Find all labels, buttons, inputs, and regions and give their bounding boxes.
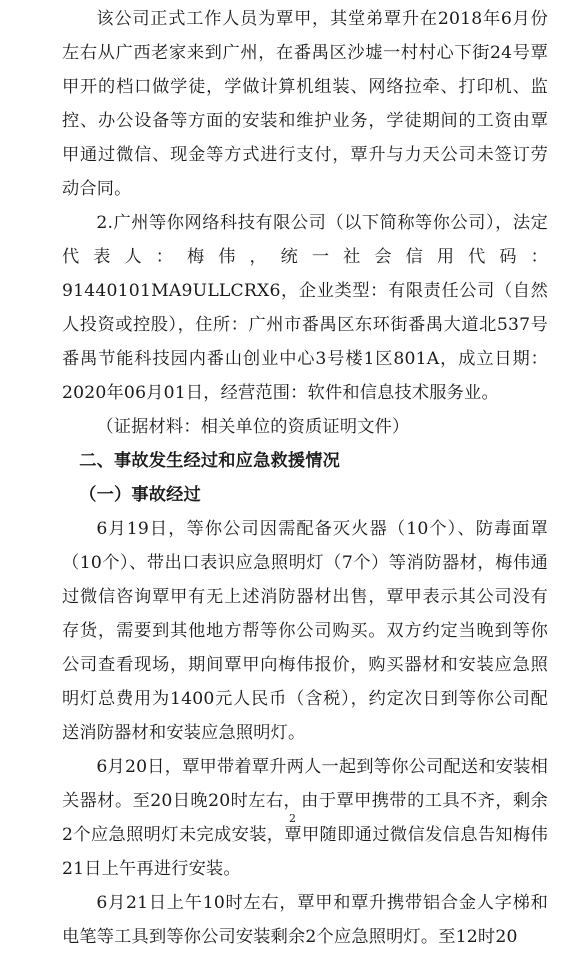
paragraph-worker-background: 该公司正式工作人员为覃甲，其堂弟覃升在2018年6月份左右从广西老家来到广州，在番禺区沙墟一村村心下街24号覃甲开的档口做学徒，学做计算机组装、网络拉牵、打印机、监控、办公设备等方面的安装和维护业务，学徒期间的工资由覃甲通过微信、现金等方式进行支付，覃升与力天公司未签订劳动合同。: [62, 9, 548, 199]
section-heading: 二、事故发生经过和应急救援情况: [79, 451, 341, 471]
paragraph-company-info: 2.广州等你网络科技有限公司（以下简称等你公司），法定代表人：梅伟，统一社会信用代码：91440101MA9ULLCRX6，企业类型：有限责任公司（自然人投资或控股），住所：广州市番禺区东环街番禺大道北537号番禺节能科技园内番山创业中心3号楼1区801A，成立日期：2020年06月01日，经营范围：软件和信息技术服务业。: [62, 213, 548, 403]
subsection-heading: （一）事故经过: [79, 485, 201, 505]
paragraph-june-21: 6月21日上午10时左右，覃甲和覃升携带铝合金人字梯和电笔等工具到等你公司安装剩余2个应急照明灯。至12时20: [62, 893, 548, 947]
paragraph-june-20: 6月20日，覃甲带着覃升两人一起到等你公司配送和安装相关器材。至20日晚20时左右，由于覃甲携带的工具不齐，剩余2个应急照明灯未完成安装，覃甲随即通过微信发信息告知梅伟21日上午再进行安装。: [62, 757, 548, 879]
page-number: 2: [289, 812, 296, 825]
paragraph-june-19: 6月19日，等你公司因需配备灭火器（10个）、防毒面罩（10个）、带出口表识应急照明灯（7个）等消防器材，梅伟通过微信咨询覃甲有无上述消防器材出售，覃甲表示其公司没有存货，需要到其他地方帮等你公司购买。双方约定当晚到等你公司查看现场，期间覃甲向梅伟报价，购买器材和安装应急照明灯总费用为1400元人民币（含税），约定次日到等你公司配送消防器材和安装应急照明灯。: [62, 519, 548, 743]
paragraph-evidence-note: （证据材料：相关单位的资质证明文件）: [96, 417, 410, 437]
